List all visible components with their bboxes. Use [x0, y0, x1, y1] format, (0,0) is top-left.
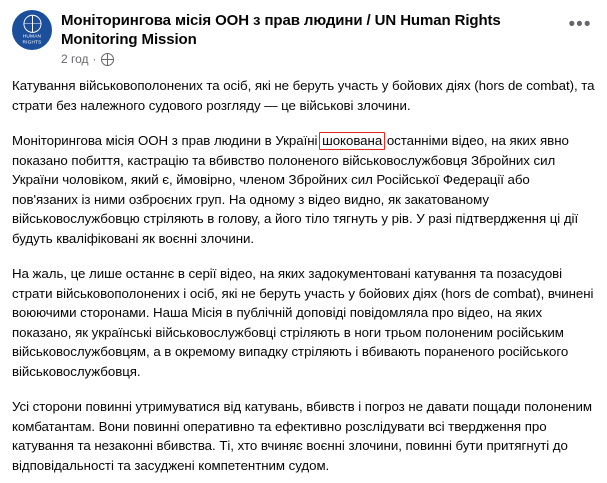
post-paragraph	[12, 76, 595, 115]
avatar[interactable]	[12, 10, 52, 50]
text-segment: Усі сторони повинні утримуватися від катувань, вбивств і погроз не давати пощади полоненим комбатантам. Вони повинні оперативно та ефективно розслідувати всі твердження про катування та незаконні вбивства. Ті, хто вчиняє воєнні злочини, повинні бути притягнуті до відповідальності та засуджені компетентним судом.	[12, 399, 592, 473]
page-title[interactable]: Моніторингова місія ООН з прав людини / UN Human Rights Monitoring Mission	[61, 12, 501, 48]
text-segment: останніми відео, на яких явно показано побиття, кастрацію та вбивство полоненого військовослужбовця Збройних сил України чоловіком, який є, ймовірно, членом Збройних сил Російської Федерації або пов'язаних із ними озброєних груп. На одному з відео видно, як закатованому військовослужбовцю стріляють в голову, а його тіло тягнуть у рів. У разі підтвердження ці дії будуть кваліфіковані як воєнні злочини.	[12, 133, 579, 246]
text-segment: Моніторингова місія ООН з прав людини в Україні	[12, 133, 322, 148]
globe-icon[interactable]	[101, 53, 114, 66]
post-paragraph	[12, 131, 595, 248]
timestamp-row	[61, 52, 565, 66]
post-header	[0, 0, 607, 70]
post-paragraph	[12, 397, 595, 475]
text-segment: Катування військовополонених та осіб, які не беруть участь у бойових діях (hors de combat), та страти без належного судового розгляду — це військові злочини.	[12, 78, 595, 113]
un-human-rights-logo-icon	[13, 15, 51, 45]
post-body	[0, 70, 607, 483]
post-header-text	[61, 10, 565, 66]
highlighted-text: шокована	[319, 132, 385, 150]
post-timestamp[interactable]: 2 год	[61, 52, 89, 66]
more-options-icon[interactable]: •••	[568, 14, 592, 35]
text-segment: На жаль, це лише останнє в серії відео, на яких задокументовані катування та позасудові страти військовополонених і осіб, які не беруть участь у бойових діях (hors de combat), вчинені воюючими сторонами. Наша Місія в публічній доповіді повідомляла про відео, на яких показано, як українські військовослужбовці стріляють в ноги трьом полоненим російським військовослужбовцям, а в окремому випадку стріляють і вбивають пораненого російського військовослужбовця.	[12, 266, 594, 379]
post-paragraph	[12, 264, 595, 381]
avatar-label: HUMAN RIGHTS	[22, 33, 42, 46]
separator-dot: ·	[92, 52, 97, 66]
globe-icon	[23, 15, 41, 33]
